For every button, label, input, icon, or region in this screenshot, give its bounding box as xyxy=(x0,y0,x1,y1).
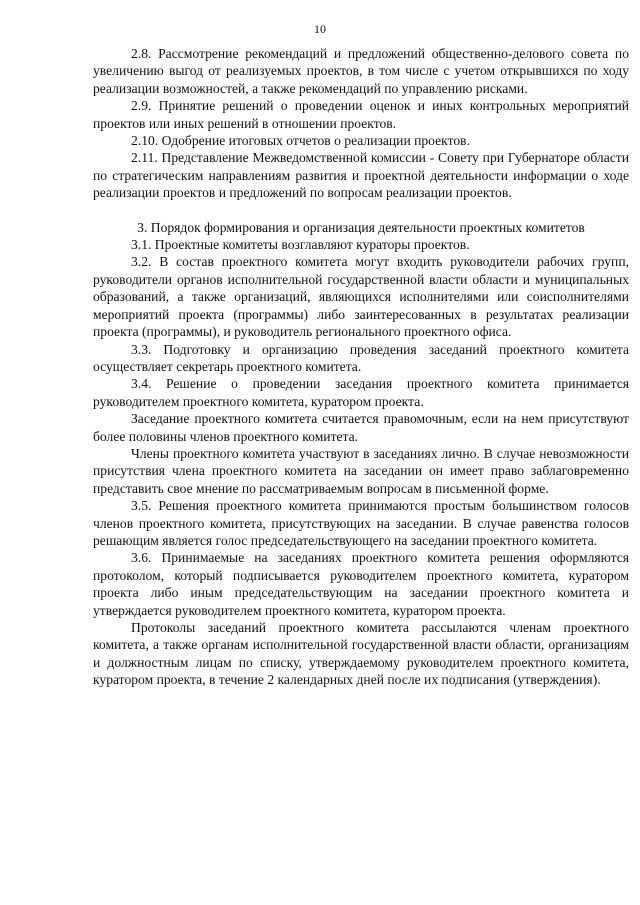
paragraph-3-6: 3.6. Принимаемые на заседаниях проектного комитета решения оформляются протоколом, который подписывается руководителем проектного комитета, куратором проекта либо иным председательствующим на заседании проектного комитета и утверждается руководителем проектного комитета, куратором проекта. xyxy=(93,550,629,618)
paragraph-3-4: 3.4. Решение о проведении заседания проектного комитета принимается руководителем проектного комитета, куратором проекта. xyxy=(93,376,629,409)
paragraph-quorum: Заседание проектного комитета считается правомочным, если на нем присутствуют более половины членов проектного комитета. xyxy=(93,411,629,444)
paragraph-attendance: Члены проектного комитета участвуют в заседаниях лично. В случае невозможности присутствия члена проектного комитета на заседании он имеет право заблаговременно представить свое мнение по рассматриваемым вопросам в письменной форме. xyxy=(93,445,629,496)
paragraph-2-9: 2.9. Принятие решений о проведении оценок и иных контрольных мероприятий проектов или иных решений в отношении проектов. xyxy=(93,98,629,131)
paragraph-protocols: Протоколы заседаний проектного комитета рассылаются членам проектного комитета, а также органам исполнительной государственной власти области, организациям и должностным лицам по списку, утверждаемому руководителем проектного комитета, куратором проекта, в течение 2 календарных дней после их подписания (утверждения). xyxy=(93,620,629,688)
paragraph-3-3: 3.3. Подготовку и организацию проведения заседаний проектного комитета осуществляет секретарь проектного комитета. xyxy=(93,341,629,374)
page-number: 10 xyxy=(314,22,326,36)
section-spacer xyxy=(93,202,629,219)
paragraph-2-11: 2.11. Представление Межведомственной комиссии - Совету при Губернаторе области по стратегическим направлениям развития и проектной деятельности информации о ходе реализации проектов и предложений по вопросам реализации проектов. xyxy=(93,150,629,201)
paragraph-2-10: 2.10. Одобрение итоговых отчетов о реализации проектов. xyxy=(131,133,470,149)
section-heading: 3. Порядок формирования и организация деятельности проектных комитетов xyxy=(137,219,585,235)
paragraph-3-5: 3.5. Решения проектного комитета принимаются простым большинством голосов членов проектного комитета, присутствующих на заседании. В случае равенства голосов решающим является голос председательствующего на заседании проектного комитета. xyxy=(93,498,629,548)
paragraph-3-1: 3.1. Проектные комитеты возглавляют кураторы проектов. xyxy=(131,237,470,253)
document-body xyxy=(93,45,629,689)
paragraph-3-2: 3.2. В состав проектного комитета могут входить руководители рабочих групп, руководители органов исполнительной государственной власти области и муниципальных образований, а также организаций, являющихся исполнителями или соисполнителями мероприятий проекта (программы) либо заинтересованных в результатах реализации проекта (программы), и руководитель регионального проектного офиса. xyxy=(93,254,629,340)
paragraph-2-8: 2.8. Рассмотрение рекомендаций и предложений общественно-делового совета по увеличению выгод от реализуемых проектов, в том числе с учетом открывшихся по ходу реализации возможностей, а также рекомендаций по управлению рисками. xyxy=(93,46,629,96)
